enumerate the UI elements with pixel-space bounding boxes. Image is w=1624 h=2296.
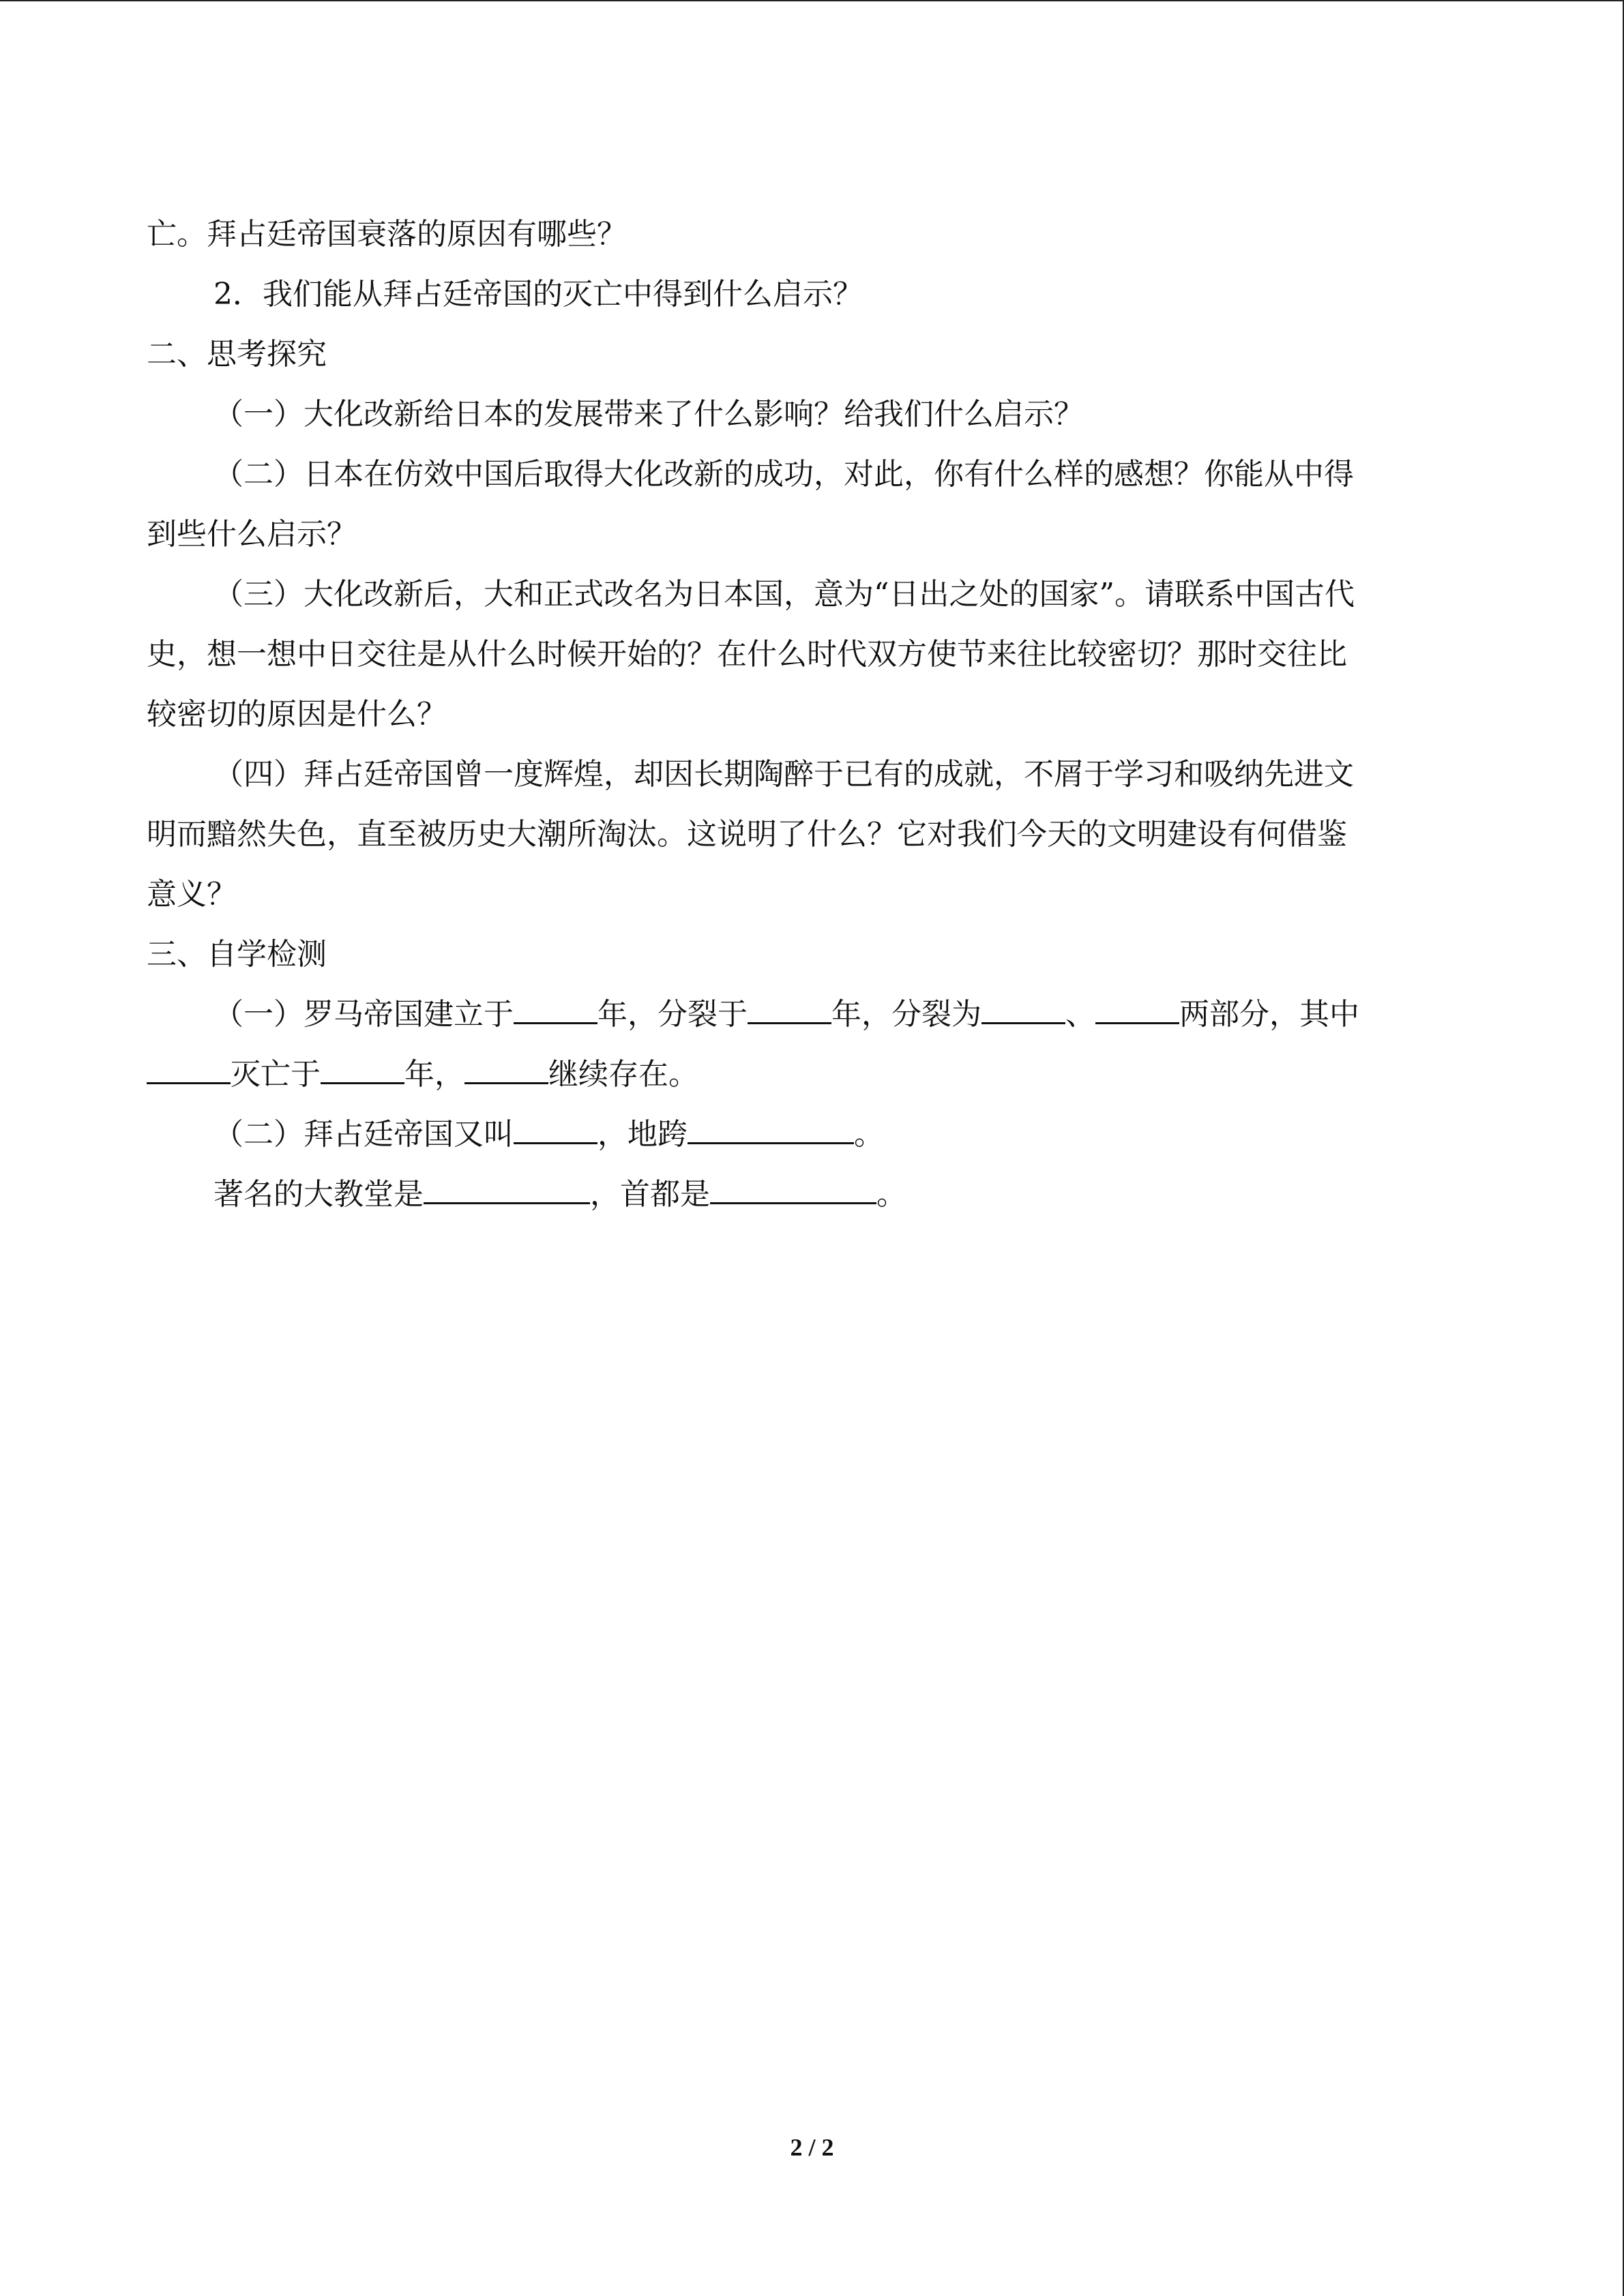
fill-question-one-line1 [147,985,1483,1045]
answer-blank[interactable] [321,1058,404,1084]
fill-question-three [147,1165,1483,1225]
question-four-line3: 意义？ [147,877,237,912]
question-three-line3: 较密切的原因是什么？ [147,697,447,732]
fill-text: （二）拜占廷帝国又叫 [213,1117,514,1152]
page-number: 2 / 2 [790,2134,834,2161]
question-2: 2．我们能从拜占廷帝国的灭亡中得到什么启示？ [213,277,863,312]
answer-blank[interactable] [514,998,597,1024]
answer-blank[interactable] [1095,998,1179,1024]
fill-question-two [147,1105,1483,1165]
fill-text: 著名的大教堂是 [213,1177,424,1212]
fill-text: 。 [854,1117,884,1152]
section-heading-thinking: 二、思考探究 [147,337,327,372]
fill-text: 、 [1065,997,1095,1032]
answer-blank[interactable] [464,1058,548,1084]
answer-blank[interactable] [710,1178,876,1204]
answer-blank[interactable] [981,998,1065,1024]
question-four-line1: （四）拜占廷帝国曾一度辉煌，却因长期陶醉于已有的成就，不屑于学习和吸纳先进文 [213,757,1354,792]
question-three-line2: 史，想一想中日交往是从什么时候开始的？在什么时代双方使节来往比较密切？那时交往比 [147,637,1347,672]
document-body [147,205,1483,1225]
fill-text: 年，分裂于 [597,997,748,1032]
fill-text: 继续存在。 [548,1057,698,1092]
question-one: （一）大化改新给日本的发展带来了什么影响？给我们什么启示？ [213,397,1084,432]
answer-blank[interactable] [748,998,831,1024]
answer-blank[interactable] [514,1118,597,1144]
fill-text: 两部分，其中 [1179,997,1359,1032]
question-two-line2: 到些什么启示？ [147,517,357,552]
fill-text: 灭亡于 [231,1057,321,1092]
fill-text: （一）罗马帝国建立于 [213,997,514,1032]
fill-text: 。 [876,1177,906,1212]
fill-text: ，首都是 [590,1177,710,1212]
fill-question-one-line2 [147,1045,1483,1105]
answer-blank[interactable] [424,1178,590,1204]
question-four-line2: 明而黯然失色，直至被历史大潮所淘汰。这说明了什么？它对我们今天的文明建设有何借鉴 [147,817,1347,852]
fill-text: 年， [404,1057,464,1092]
text-line: 亡。拜占廷帝国衰落的原因有哪些？ [147,217,627,252]
fill-text: ，地跨 [597,1117,688,1152]
section-heading-self-test: 三、自学检测 [147,937,327,972]
fill-text: 年，分裂为 [831,997,981,1032]
answer-blank[interactable] [688,1118,854,1144]
answer-blank[interactable] [147,1058,231,1084]
question-two-line1: （二）日本在仿效中国后取得大化改新的成功，对此，你有什么样的感想？你能从中得 [213,457,1354,492]
question-three-line1: （三）大化改新后，大和正式改名为日本国，意为“日出之处的国家”。请联系中国古代 [213,577,1355,612]
